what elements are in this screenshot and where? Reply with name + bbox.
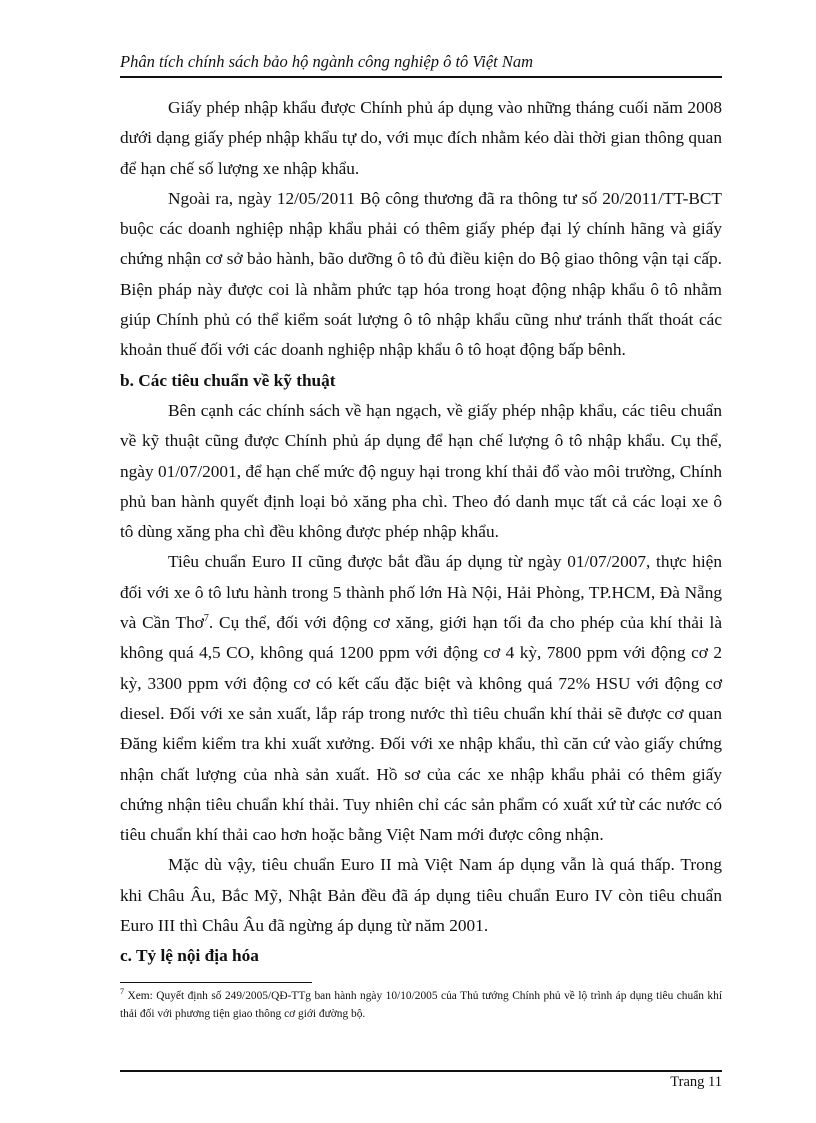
euro-ii-text-start: Tiêu chuẩn Euro II cũng được bắt đầu áp dụng từ ngày 01/07/2007, thực hiện đối với xe ô tô lưu hành trong 5 thành phố lớn Hà Nội, Hải Phòng, TP.HCM, Đà Nẵng và Cần Thơ (120, 552, 722, 633)
page-body (120, 93, 722, 972)
euro-ii-text-end: . Cụ thể, đối với động cơ xăng, giới hạn tối đa cho phép của khí thải là không quá 4,5 CO, không quá 1200 ppm với động cơ 4 kỳ, 7800 ppm với động cơ 2 kỳ, 3300 ppm với động cơ có kết cấu đặc biệt và không quá 72% HSU với động cơ diesel. Đối với xe sản xuất, lắp ráp trong nước thì tiêu chuẩn khí thải sẽ được cơ quan Đăng kiểm kiểm tra khi xuất xưởng. Đối với xe nhập khẩu, thì căn cứ vào giấy chứng nhận chất lượng của nhà sản xuất. Hồ sơ của các xe nhập khẩu phải có thêm giấy chứng nhận tiêu chuẩn khí thải. Tuy nhiên chỉ các sản phẩm có xuất xứ từ các nước có tiêu chuẩn khí thải cao hơn hoặc bằng Việt Nam mới được công nhận. (120, 613, 722, 845)
section-heading-technical-standards: b. Các tiêu chuẩn về kỹ thuật (120, 370, 336, 390)
footnote-text: Xem: Quyết định số 249/2005/QĐ-TTg ban hành ngày 10/10/2005 của Thủ tướng Chính phủ về lộ trình áp dụng tiêu chuẩn khí thải đối với phương tiện giao thông cơ giới đường bộ. (120, 990, 722, 1020)
paragraph-import-license: Giấy phép nhập khẩu được Chính phủ áp dụng vào những tháng cuối năm 2008 dưới dạng giấy phép nhập khẩu tự do, với mục đích nhằm kéo dài thời gian thông quan để hạn chế số lượng xe nhập khẩu. (120, 98, 722, 178)
footnote-marker: 7 (120, 987, 124, 997)
footnote (120, 987, 722, 1023)
footnote-reference[interactable]: 7 (203, 613, 209, 625)
header-rule (120, 76, 722, 78)
page-number: Trang 11 (670, 1074, 722, 1090)
paragraph-technical-standards: Bên cạnh các chính sách về hạn ngạch, về giấy phép nhập khẩu, các tiêu chuẩn về kỹ thuật cũng được Chính phủ áp dụng để hạn chế lượng ô tô nhập khẩu. Cụ thể, ngày 01/07/2001, để hạn chế mức độ nguy hại trong khí thải đổ vào môi trường, Chính phủ ban hành quyết định loại bỏ xăng pha chì. Theo đó danh mục tất cả các loại xe ô tô dùng xăng pha chì đều không được phép nhập khẩu. (120, 400, 722, 542)
running-header: Phân tích chính sách bảo hộ ngành công nghiệp ô tô Việt Nam (120, 52, 534, 71)
paragraph-circular-2011: Ngoài ra, ngày 12/05/2011 Bộ công thương đã ra thông tư số 20/2011/TT-BCT buộc các doanh nghiệp nhập khẩu phải có thêm giấy phép đại lý chính hãng và giấy chứng nhận cơ sở bảo hành, bão dưỡng ô tô đủ điều kiện do Bộ giao thông vận tại cấp. Biện pháp này được coi là nhằm phức tạp hóa trong hoạt động nhập khẩu ô tô nhằm giúp Chính phủ có thể kiểm soát lượng ô tô nhập khẩu cũng như tránh thất thoát các khoản thuế đối với các doanh nghiệp nhập khẩu ô tô hoạt động bấp bênh. (120, 188, 722, 360)
section-heading-localization-rate: c. Tỷ lệ nội địa hóa (120, 946, 259, 966)
paragraph-euro-ii-comparison: Mặc dù vậy, tiêu chuẩn Euro II mà Việt Nam áp dụng vẫn là quá thấp. Trong khi Châu Âu, Bắc Mỹ, Nhật Bản đều đã áp dụng tiêu chuẩn Euro IV còn tiêu chuẩn Euro III thì Châu Âu đã ngừng áp dụng từ năm 2001. (120, 855, 722, 936)
footnote-separator (120, 982, 312, 983)
paragraph-euro-ii (120, 547, 722, 850)
